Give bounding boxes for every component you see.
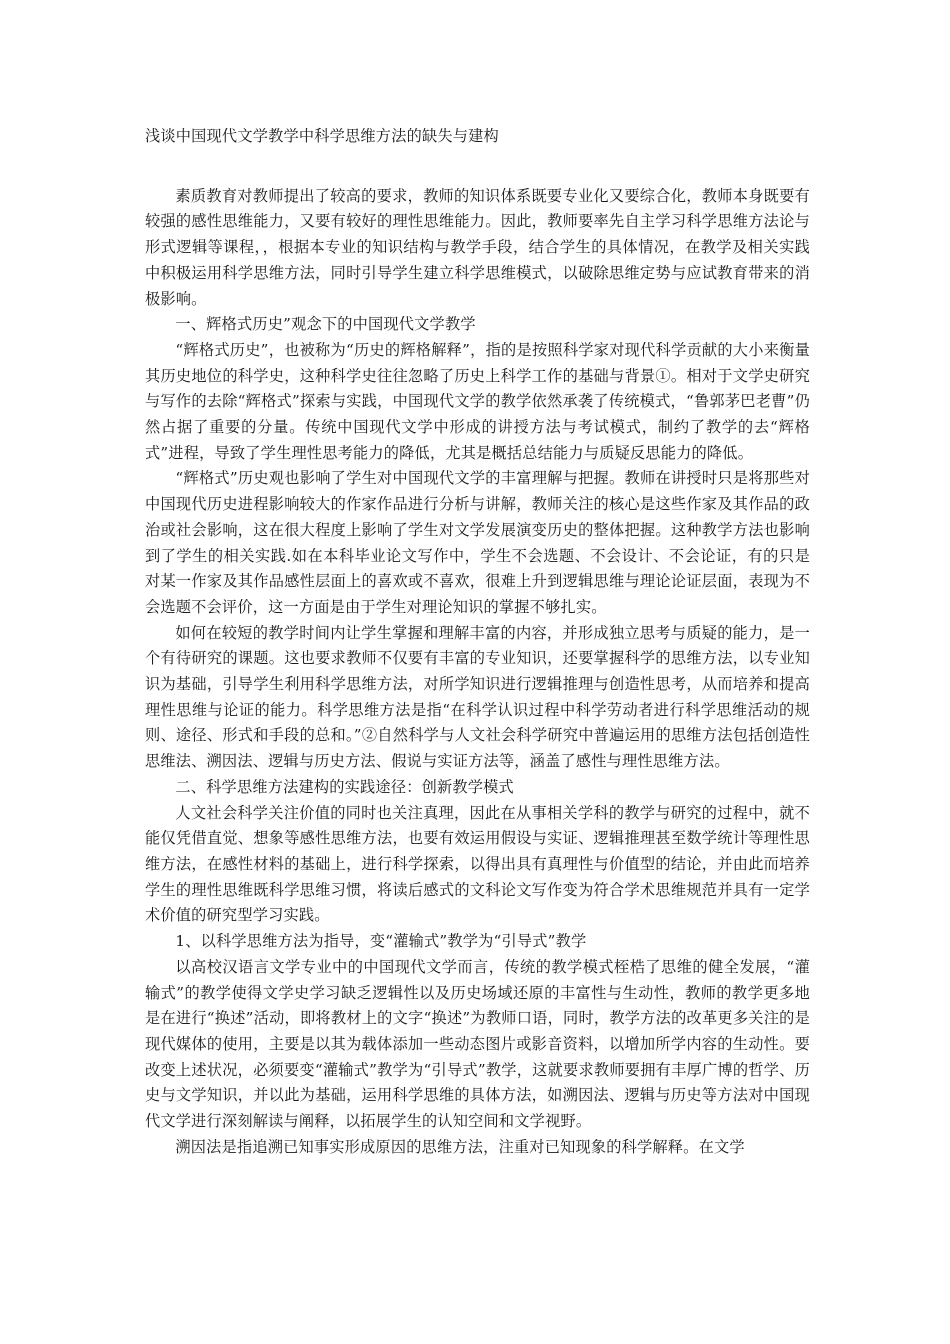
paragraph-whig-history: “辉格式历史”，也被称为“历史的辉格解释”，指的是按照科学家对现代科学贡献的大小来衡量其历史地位的科学史，这种科学史往往忽略了历史上科学工作的基础与背景①。相对于文学史研究与写作的去除“辉格式”探索与实践，中国现代文学的教学依然承袭了传统模式，“鲁郭茅巴老曹”仍然占据了重要的分量。传统中国现代文学中形成的讲授方法与考试模式，制约了教学的去“辉格式”进程，导致了学生理性思考能力的降低，尤其是概括总结能力与质疑反思能力的降低。 xyxy=(145,340,810,462)
paragraph-whig-influence: “辉格式”历史观也影响了学生对中国现代文学的丰富理解与把握。教师在讲授时只是将那些对中国现代历史进程影响较大的作家作品进行分析与讲解，教师关注的核心是这些作家及其作品的政治或社会影响，这在很大程度上影响了学生对文学发展演变历史的整体把握。这种教学方法也影响到了学生的相关实践.如在本科毕业论文写作中，学生不会选题、不会设计、不会论证，有的只是对某一作家及其作品感性层面上的喜欢或不喜欢，很难上升到逻辑思维与理论论证层面，表现为不会选题不会评价，这一方面是由于学生对理论知识的掌握不够扎实。 xyxy=(145,469,810,616)
document-page xyxy=(145,124,810,1160)
section-heading-1: 一、辉格式历史”观念下的中国现代文学教学 xyxy=(175,315,476,334)
paragraph-guided-teaching: 以高校汉语言文学专业中的中国现代文学而言，传统的教学模式桎梏了思维的健全发展，“灌输式”的教学使得文学史学习缺乏逻辑性以及历史场域还原的丰富性与生动性，教师的教学更多地是在进行“换述”活动，即将教材上的文字“换述”为教师口语，同时，教学方法的改革更多关注的是现代媒体的使用，主要是以其为载体添加一些动态图片或影音资料，以增加所学内容的生动性。要改变上述状况，必须要变“灌输式”教学为“引导式”教学，这就要求教师要拥有丰厚广博的哲学、历史与文学知识，并以此为基础，运用科学思维的具体方法，如溯因法、逻辑与历史等方法对中国现代文学进行深刻解读与阐释，以拓展学生的认知空间和文学视野。 xyxy=(145,957,810,1131)
section-heading-2: 二、科学思维方法建构的实践途径：创新教学模式 xyxy=(175,777,514,796)
subsection-heading-1: 1、以科学思维方法为指导，变“灌输式”教学为“引导式”教学 xyxy=(175,932,587,951)
paragraph-scientific-method: 如何在较短的教学时间内让学生掌握和理解丰富的内容，并形成独立思考与质疑的能力，是一个有待研究的课题。这也要求教师不仅要有丰富的专业知识，还要掌握科学的思维方法，以专业知识为基础，引导学生利用科学思维方法，对所学知识进行逻辑推理与创造性思考，从而培养和提高理性思维与论证的能力。科学思维方法是指“在科学认识过程中科学劳动者进行科学思维活动的规则、途径、形式和手段的总和。”②自然科学与人文社会科学研究中普遍运用的思维方法包括创造性思维法、溯因法、逻辑与历史方法、假说与实证方法等，涵盖了感性与理性思维方法。 xyxy=(145,623,810,771)
paragraph-intro: 素质教育对教师提出了较高的要求，教师的知识体系既要专业化又要综合化，教师本身既要有较强的感性思维能力，又要有较好的理性思维能力。因此，教师要率先自主学习科学思维方法论与形式逻辑等课程，，根据本专业的知识结构与教学手段，结合学生的具体情况，在教学及相关实践中积极运用科学思维方法，同时引导学生建立科学思维模式，以破除思维定势与应试教育带来的消极影响。 xyxy=(145,186,810,308)
paragraph-abduction: 溯因法是指追溯已知事实形成原因的思维方法，注重对已知现象的科学解释。在文学 xyxy=(175,1137,745,1156)
document-title: 浅谈中国现代文学教学中科学思维方法的缺失与建构 xyxy=(145,127,499,145)
paragraph-humanities: 人文社会科学关注价值的同时也关注真理，因此在从事相关学科的教学与研究的过程中，就不能仅凭借直觉、想象等感性思维方法，也要有效运用假设与实证、逻辑推理甚至数学统计等理性思维方法，在感性材料的基础上，进行科学探索，以得出具有真理性与价值型的结论，并由此而培养学生的理性思维既科学思维习惯，将读后感式的文科论文写作变为符合学术思维规范并具有一定学术价值的研究型学习实践。 xyxy=(145,803,810,925)
